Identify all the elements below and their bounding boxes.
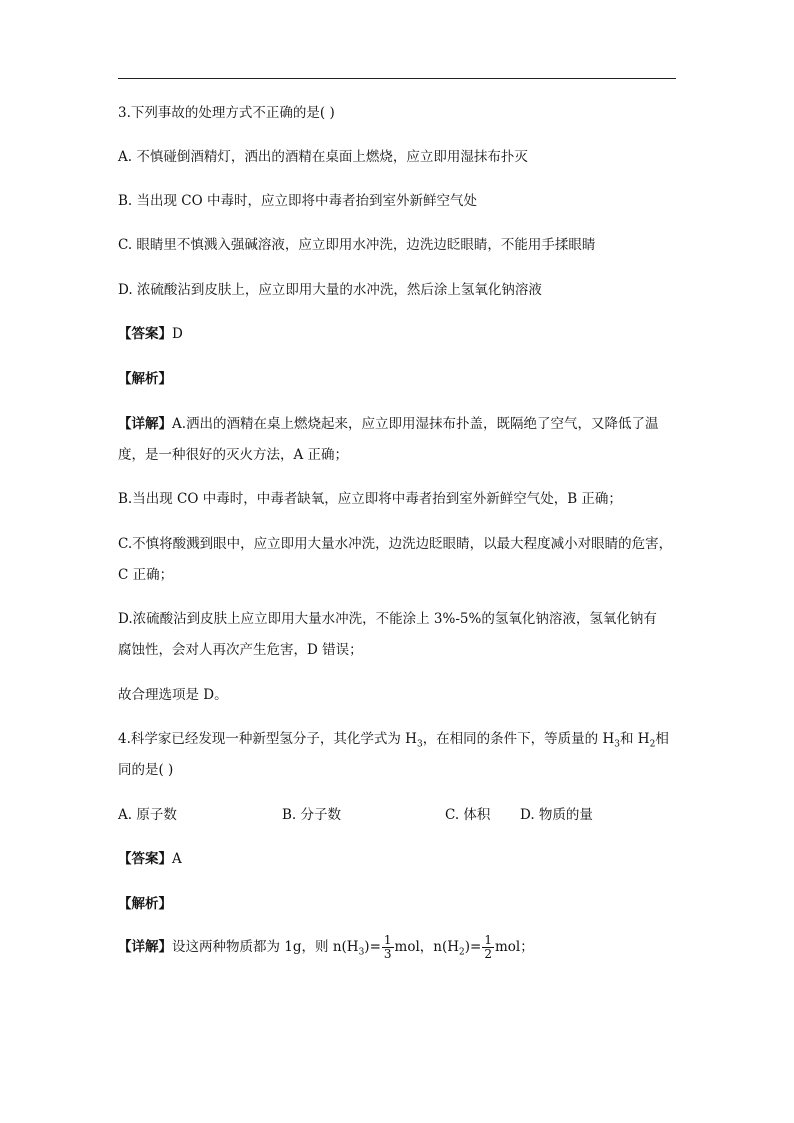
fraction-one-third [382,934,394,961]
q3-detail-a-1 [118,416,659,432]
q3-option-d: D. 浓硫酸沾到皮肤上，应立即用大量的水冲洗，然后涂上氢氧化钠溶液 [118,282,542,298]
q3-detail-d-2: 腐蚀性，会对人再次产生危害，D 错误； [118,642,363,658]
detail-text: )= [464,939,482,955]
q3-conclusion: 故合理选项是 D。 [118,687,228,703]
q4-option-d: D. 物质的量 [520,807,593,823]
q3-answer [118,326,183,342]
q4-stem-part: ，在相同的条件下，等质量的 H [422,731,615,747]
fraction-one-half [482,934,494,961]
q4-detail [118,934,534,966]
fraction-numerator: 1 [383,933,392,947]
q4-stem-part: 相 [655,731,669,747]
answer-label: 【答案】 [118,851,172,867]
q4-stem-line-2: 同的是( ) [118,762,174,778]
detail-text: mol； [494,939,534,955]
q3-detail-c-2: C 正确； [118,567,174,583]
detail-text: A.洒出的酒精在桌上燃烧起来，应立即用湿抹布扑盖，既隔绝了空气，又降低了温 [172,416,659,432]
q3-detail-b: B.当出现 CO 中毒时，中毒者缺氧，应立即将中毒者抬到室外新鲜空气处，B 正确； [118,491,622,507]
q4-option-b: B. 分子数 [282,807,342,823]
q3-option-c: C. 眼睛里不慎溅入强碱溶液，应立即用水冲洗，边洗边眨眼睛，不能用手揉眼睛 [118,237,596,253]
fraction-numerator: 1 [484,933,492,947]
q4-analysis-label: 【解析】 [118,896,172,912]
subscript: 2 [459,947,465,958]
q4-stem-part: 和 H [620,731,650,747]
q3-detail-a-2: 度，是一种很好的灭火方法，A 正确； [118,447,349,463]
subscript: 3 [416,739,423,750]
q3-option-b: B. 当出现 CO 中毒时，应立即将中毒者抬到室外新鲜空气处 [118,193,477,209]
detail-label: 【详解】 [118,416,172,432]
answer-label: 【答案】 [118,326,172,342]
answer-value: A [172,851,182,867]
subscript: 3 [614,739,620,750]
q4-option-c: C. 体积 [445,807,491,823]
q4-answer [118,851,182,867]
q4-stem-part: 4.科学家已经发现一种新型氢分子，其化学式为 H [118,731,417,747]
q3-stem: 3.下列事故的处理方式不正确的是( ) [118,105,335,121]
q3-detail-c-1: C.不慎将酸溅到眼中，应立即用大量水冲洗，边洗边眨眼睛，以最大程度减小对眼睛的危害， [118,536,673,552]
answer-value: D [172,326,183,342]
fraction-denominator: 2 [484,947,492,961]
q3-analysis-label: 【解析】 [118,371,172,387]
subscript: 2 [649,739,656,750]
detail-text: 设这两种物质都为 1g，则 n(H [172,939,359,955]
header-rule [118,78,676,79]
q3-option-a: A. 不慎碰倒酒精灯，洒出的酒精在桌面上燃烧，应立即用湿抹布扑灭 [118,149,528,165]
q3-detail-d-1: D.浓硫酸沾到皮肤上应立即用大量水冲洗，不能涂上 3%-5%的氢氧化钠溶液，氢氧化钠有 [118,611,657,627]
subscript: 3 [358,947,365,958]
detail-label: 【详解】 [118,939,172,955]
fraction-denominator: 3 [383,947,392,961]
q4-option-a: A. 原子数 [118,807,177,823]
q4-stem-line-1 [118,731,669,753]
detail-text: )= [364,939,381,955]
detail-text: mol，n(H [394,939,460,955]
